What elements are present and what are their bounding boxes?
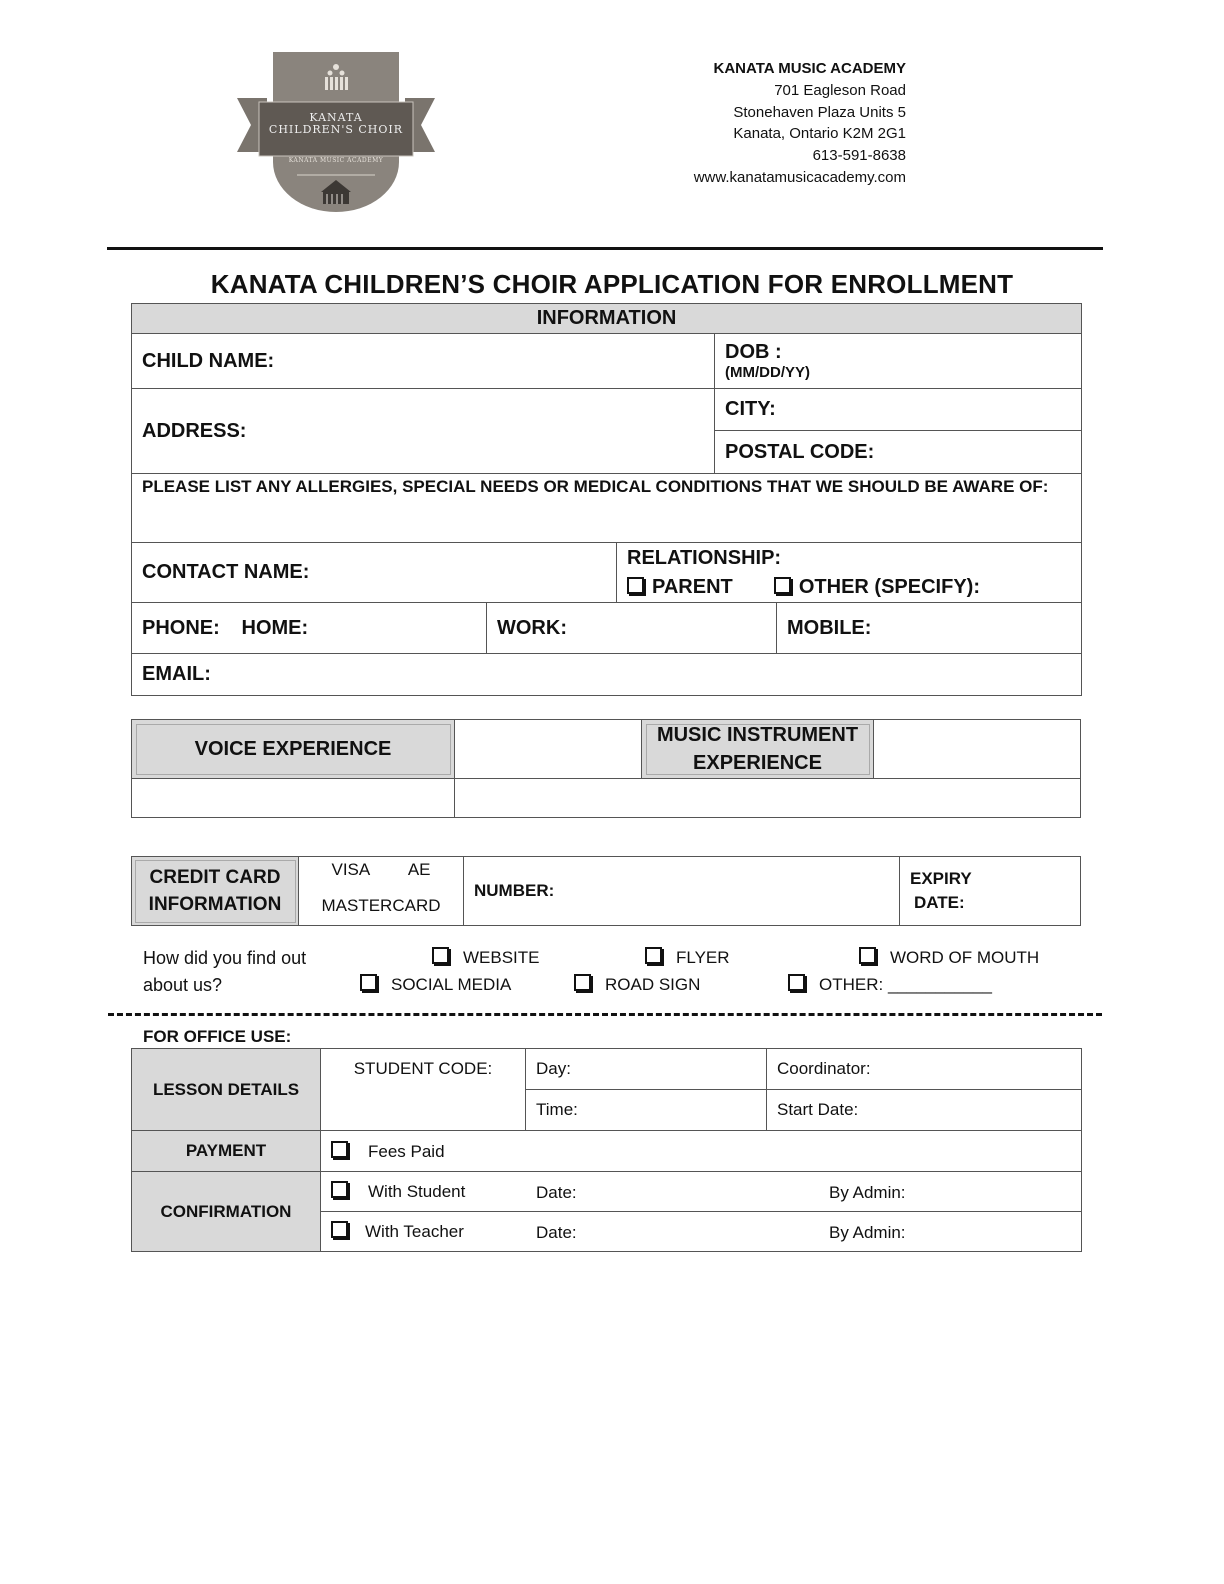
office-use-table [131, 1048, 1082, 1252]
information-table [131, 303, 1082, 696]
child-name-label: CHILD NAME: [142, 349, 275, 372]
card-type-visa[interactable]: VISA [331, 860, 370, 879]
mobile-phone-field[interactable] [777, 603, 1082, 654]
flyer-checkbox[interactable] [645, 947, 662, 964]
other-specify-label: OTHER (SPECIFY): [798, 575, 980, 598]
header-divider [107, 247, 1103, 250]
academy-address-line-1: 701 Eagleson Road [774, 81, 906, 99]
option-other[interactable] [788, 974, 992, 995]
with-teacher-row [321, 1212, 1082, 1252]
voice-experience-field[interactable] [455, 720, 642, 779]
other-label: OTHER: ___________ [819, 975, 992, 994]
email-field[interactable] [132, 654, 1082, 696]
option-website[interactable] [432, 947, 540, 968]
mobile-phone-label: MOBILE: [787, 616, 872, 639]
with-student-date-label: Date: [536, 1183, 577, 1202]
credit-card-label-line-2: INFORMATION [148, 894, 282, 915]
find-out-question-line-2: about us? [143, 975, 223, 995]
card-type-mastercard[interactable]: MASTERCARD [321, 896, 441, 915]
word-of-mouth-label: WORD OF MOUTH [890, 948, 1040, 967]
social-media-checkbox[interactable] [360, 974, 377, 991]
find-out-question-line-1: How did you find out [143, 948, 307, 968]
allergies-field[interactable] [132, 474, 1082, 543]
with-teacher-label: With Teacher [365, 1222, 464, 1241]
city-field[interactable] [715, 389, 1082, 431]
credit-card-label-line-1: CREDIT CARD [149, 867, 281, 888]
fees-paid-row [321, 1131, 1082, 1172]
fees-paid-label: Fees Paid [368, 1141, 445, 1161]
phone-label: PHONE: [142, 616, 220, 639]
allergies-label: PLEASE LIST ANY ALLERGIES, SPECIAL NEEDS OR MEDICAL CONDITIONS THAT WE SHOULD BE AWARE OF: [142, 477, 1049, 496]
website-checkbox[interactable] [432, 947, 449, 964]
with-teacher-checkbox[interactable] [331, 1221, 348, 1238]
contact-name-label: CONTACT NAME: [142, 561, 310, 583]
logo-line-kanata: KANATA [309, 111, 363, 124]
academy-contact-block [694, 58, 906, 189]
flyer-label: FLYER [676, 948, 730, 967]
music-experience-detail-field[interactable] [455, 779, 1081, 818]
with-teacher-admin-label: By Admin: [829, 1223, 906, 1242]
with-teacher-date-label: Date: [536, 1223, 577, 1242]
day-label: Day: [536, 1059, 571, 1078]
music-label-line-2: EXPERIENCE [693, 752, 822, 774]
dob-field[interactable] [715, 334, 1082, 389]
payment-label: PAYMENT [132, 1131, 321, 1172]
postal-code-field[interactable] [715, 431, 1082, 474]
music-label-line-1: MUSIC INSTRUMENT [656, 724, 859, 746]
start-date-field[interactable] [767, 1090, 1082, 1131]
academy-address-line-2: Stonehaven Plaza Units 5 [733, 103, 906, 121]
lesson-details-label: LESSON DETAILS [132, 1049, 321, 1131]
credit-card-table [131, 856, 1081, 926]
dob-label: DOB : [725, 341, 782, 363]
card-number-label: NUMBER: [474, 881, 555, 900]
road-sign-label: ROAD SIGN [605, 975, 701, 994]
card-type-ae[interactable]: AE [407, 860, 431, 879]
option-road-sign[interactable] [574, 974, 700, 995]
voice-experience-detail-field[interactable] [132, 779, 455, 818]
email-label: EMAIL: [142, 663, 211, 685]
coordinator-field[interactable] [767, 1049, 1082, 1090]
form-title: KANATA CHILDREN’S CHOIR APPLICATION FOR ENROLLMENT [210, 269, 1014, 299]
music-instrument-experience-field[interactable] [874, 720, 1081, 779]
academy-name: KANATA MUSIC ACADEMY [713, 60, 906, 77]
academy-phone: 613-591-8638 [812, 147, 906, 165]
home-phone-field[interactable] [232, 603, 487, 654]
office-use-cut-line [108, 1013, 1102, 1016]
road-sign-checkbox[interactable] [574, 974, 591, 991]
student-code-label: STUDENT CODE: [353, 1059, 493, 1078]
with-student-checkbox[interactable] [331, 1181, 348, 1198]
logo-line-choir: CHILDREN'S CHOIR [268, 123, 404, 136]
coordinator-label: Coordinator: [777, 1059, 871, 1078]
fees-paid-checkbox[interactable] [331, 1141, 348, 1158]
dob-format-hint: (MM/DD/YY) [725, 364, 810, 381]
start-date-label: Start Date: [777, 1100, 859, 1119]
choir-logo [237, 52, 435, 212]
work-phone-label: WORK: [497, 616, 567, 639]
expiry-label-line-2: DATE: [914, 893, 965, 912]
option-word-of-mouth[interactable] [859, 947, 1039, 968]
website-label: WEBSITE [463, 948, 540, 967]
student-code-field[interactable] [321, 1049, 526, 1131]
card-number-field[interactable] [464, 857, 900, 926]
time-field[interactable] [526, 1090, 767, 1131]
address-label: ADDRESS: [142, 419, 247, 442]
confirmation-label: CONFIRMATION [132, 1172, 321, 1252]
credit-card-label [132, 857, 299, 926]
academy-city-line: Kanata, Ontario K2M 2G1 [733, 125, 906, 143]
word-of-mouth-checkbox[interactable] [859, 947, 876, 964]
relationship-field [617, 543, 1082, 603]
music-instrument-experience-label [642, 720, 874, 779]
time-label: Time: [536, 1100, 578, 1119]
with-student-row [321, 1172, 1082, 1212]
option-social-media[interactable] [360, 974, 511, 995]
expiry-label-line-1: EXPIRY [910, 869, 972, 888]
find-out-question [143, 945, 306, 999]
parent-checkbox[interactable] [627, 577, 644, 594]
contact-name-field[interactable] [132, 543, 617, 603]
with-student-label: With Student [368, 1182, 466, 1201]
home-phone-label: HOME: [241, 616, 309, 639]
with-student-admin-label: By Admin: [829, 1183, 906, 1202]
child-name-field[interactable] [132, 334, 715, 389]
academy-website: www.kanatamusicacademy.com [693, 168, 906, 186]
other-checkbox[interactable] [788, 974, 805, 991]
social-media-label: SOCIAL MEDIA [391, 975, 512, 994]
other-relationship-checkbox[interactable] [774, 577, 791, 594]
option-flyer[interactable] [645, 947, 730, 968]
expiry-date-field[interactable] [900, 857, 1081, 926]
work-phone-field[interactable] [487, 603, 777, 654]
address-field[interactable] [132, 389, 715, 474]
day-field[interactable] [526, 1049, 767, 1090]
information-header: INFORMATION [132, 304, 1082, 334]
logo-line-academy: KANATA MUSIC ACADEMY [288, 157, 384, 164]
city-label: CITY: [725, 398, 776, 420]
office-use-label: FOR OFFICE USE: [143, 1027, 292, 1046]
phone-label-cell [132, 603, 232, 654]
voice-experience-label: VOICE EXPERIENCE [132, 720, 455, 779]
parent-label: PARENT [652, 575, 733, 598]
postal-code-label: POSTAL CODE: [725, 440, 875, 463]
experience-table [131, 719, 1081, 818]
card-type-field [299, 857, 464, 926]
relationship-label: RELATIONSHIP: [627, 546, 782, 569]
